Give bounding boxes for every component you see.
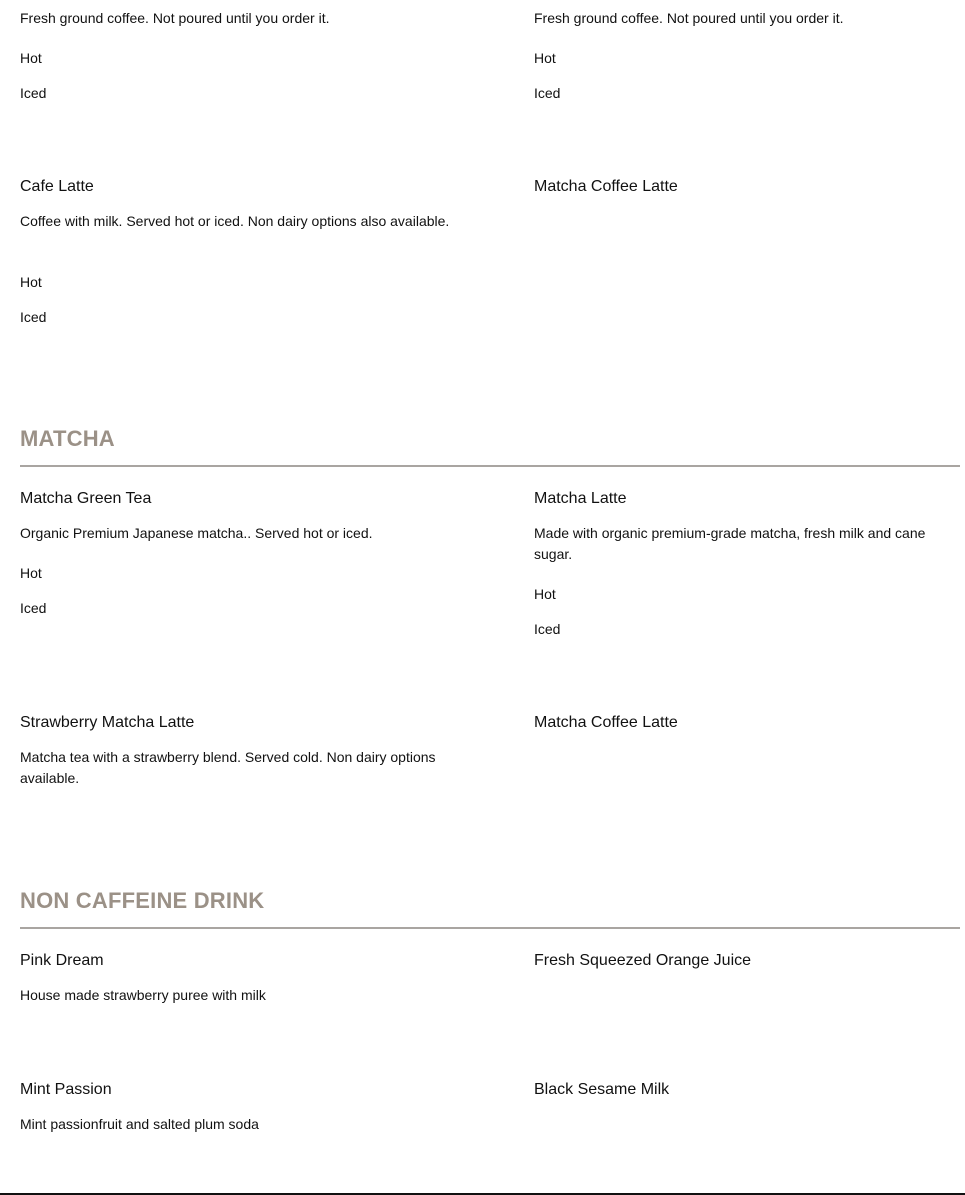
- item-description: Mint passionfruit and salted plum soda: [20, 1116, 259, 1132]
- item-name: Matcha Coffee Latte: [534, 178, 678, 195]
- item-description: House made strawberry puree with milk: [20, 987, 266, 1003]
- section-title-non-caffeine: NON CAFFEINE DRINK: [20, 888, 265, 913]
- section-title-matcha: MATCHA: [20, 426, 115, 451]
- option-iced[interactable]: Iced: [534, 621, 561, 637]
- item-name: Black Sesame Milk: [534, 1081, 670, 1098]
- item-name: Strawberry Matcha Latte: [20, 714, 195, 731]
- option-hot[interactable]: Hot: [534, 586, 556, 602]
- item-description: Fresh ground coffee. Not poured until you order it.: [534, 10, 844, 26]
- item-name: Cafe Latte: [20, 178, 94, 195]
- option-hot[interactable]: Hot: [534, 50, 556, 66]
- option-iced[interactable]: Iced: [534, 85, 561, 101]
- option-hot[interactable]: Hot: [20, 274, 42, 290]
- option-hot[interactable]: Hot: [20, 565, 42, 581]
- option-iced[interactable]: Iced: [20, 309, 47, 325]
- item-description: Made with organic premium-grade matcha, fresh milk and cane sugar.: [534, 525, 926, 562]
- item-description: Coffee with milk. Served hot or iced. Non dairy options also available.: [20, 213, 450, 229]
- item-name: Mint Passion: [20, 1081, 112, 1098]
- option-hot[interactable]: Hot: [20, 50, 42, 66]
- item-name: Fresh Squeezed Orange Juice: [534, 952, 752, 969]
- item-name: Pink Dream: [20, 952, 104, 969]
- item-name: Matcha Green Tea: [20, 490, 152, 507]
- item-name: Matcha Coffee Latte: [534, 714, 678, 731]
- item-description: Organic Premium Japanese matcha.. Served hot or iced.: [20, 525, 373, 541]
- section-divider: [20, 927, 960, 929]
- option-iced[interactable]: Iced: [20, 85, 47, 101]
- option-iced[interactable]: Iced: [20, 600, 47, 616]
- item-description: Fresh ground coffee. Not poured until you order it.: [20, 10, 330, 26]
- section-divider: [20, 465, 960, 467]
- item-name: Matcha Latte: [534, 490, 627, 507]
- item-description: Matcha tea with a strawberry blend. Served cold. Non dairy options available.: [20, 749, 436, 786]
